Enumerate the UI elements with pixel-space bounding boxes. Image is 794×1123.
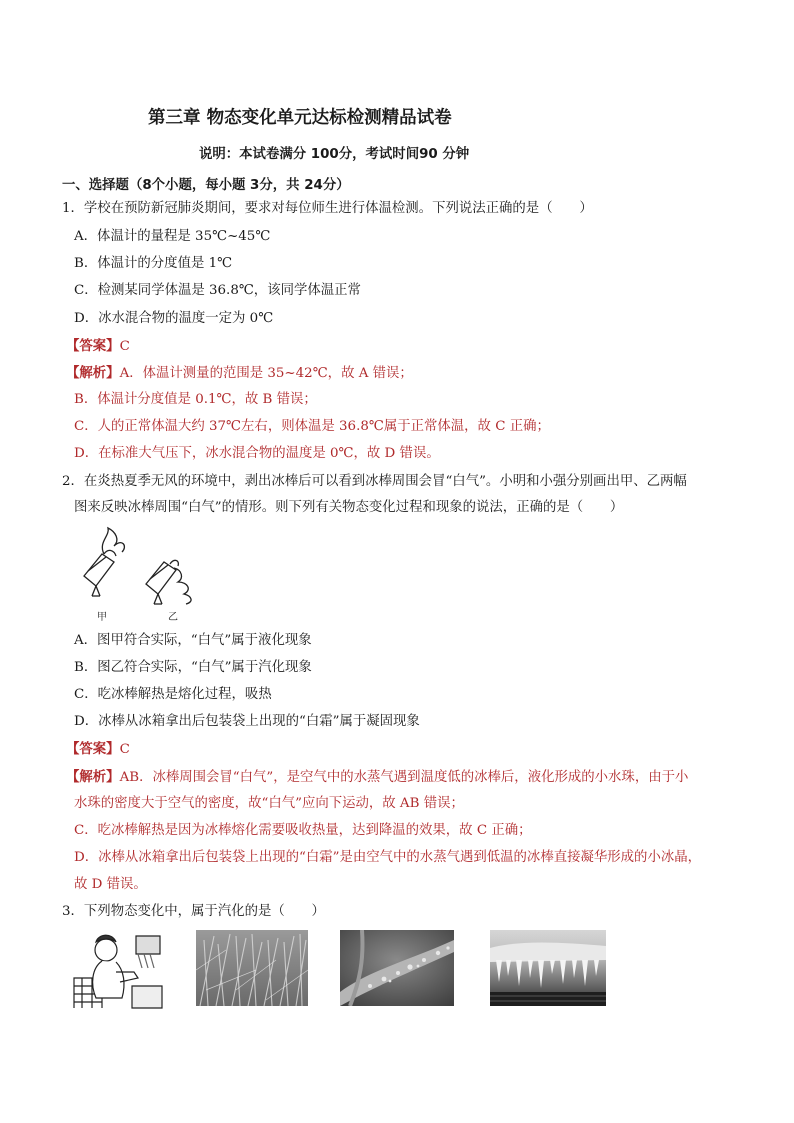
q2-option-a: A．图甲符合实际，“白气”属于液化现象 <box>74 633 312 648</box>
q1-option-c: C．检测某同学体温是 36.8℃，该同学体温正常 <box>74 283 361 298</box>
q3-stem: 3．下列物态变化中，属于汽化的是（ ） <box>62 904 325 919</box>
popsicle-figure <box>74 524 214 616</box>
answer-tag: 【答案】 <box>66 338 120 354</box>
analysis-tag: 【解析】 <box>66 769 120 785</box>
q2-stem-line-2: 图来反映冰棒周围“白气”的情形。则下列有关物态变化过程和现象的说法，正确的是（ ） <box>74 500 624 515</box>
icicle-photo <box>490 930 606 1006</box>
q2-analysis-d-cont: 故 D 错误。 <box>74 877 147 892</box>
q1-option-d: D．冰水混合物的温度一定为 0℃ <box>74 311 274 326</box>
q2-analysis-ab: 【解析】AB．冰棒周围会冒“白气”，是空气中的水蒸气遇到温度低的冰棒后，液化形成的小水珠，由于小 <box>66 769 689 785</box>
q2-option-b: B．图乙符合实际，“白气”属于汽化现象 <box>74 660 312 675</box>
q1-analysis-c: C．人的正常体温大约 37℃左右，则体温是 36.8℃属于正常体温，故 C 正确； <box>74 419 550 434</box>
q2-analysis-c: C．吃冰棒解热是因为冰棒熔化需要吸收热量，达到降温的效果，故 C 正确； <box>74 823 532 838</box>
q1-stem: 1．学校在预防新冠肺炎期间，要求对每位师生进行体温检测。下列说法正确的是（ ） <box>62 201 593 216</box>
q2-analysis-ab-cont: 水珠的密度大于空气的密度，故“白气”应向下运动，故 AB 错误； <box>74 796 464 811</box>
answer-value: C <box>119 339 130 354</box>
exam-instructions: 说明：本试卷满分 100分，考试时间90 分钟 <box>199 147 470 162</box>
q1-analysis-b: B．体温计分度值是 0.1℃，故 B 错误； <box>74 392 317 407</box>
frost-grass-photo <box>196 930 308 1006</box>
answer-value: C <box>119 742 130 757</box>
popsicle-steam-down-icon <box>146 560 191 604</box>
q2-stem-line-1: 2．在炎热夏季无风的环境中，剥出冰棒后可以看到冰棒周围会冒“白气”。小明和小强分别画出甲、乙两幅 <box>62 474 687 489</box>
q2-option-d: D．冰棒从冰箱拿出后包装袋上出现的“白霜”属于凝固现象 <box>74 714 420 729</box>
q1-answer <box>66 337 130 356</box>
q1-option-b: B．体温计的分度值是 1℃ <box>74 256 233 271</box>
dew-leaf-photo <box>340 930 454 1006</box>
q2-analysis-d: D．冰棒从冰箱拿出后包装袋上出现的“白霜”是由空气中的水蒸气遇到低温的冰棒直接凝华形成的小冰晶， <box>74 850 702 865</box>
q2-option-c: C．吃冰棒解热是熔化过程，吸热 <box>74 687 272 702</box>
answer-tag: 【答案】 <box>66 741 120 757</box>
hand-dryer-photo <box>72 928 164 1010</box>
analysis-tag: 【解析】 <box>66 365 120 381</box>
q1-analysis-d: D．在标准大气压下，冰水混合物的温度是 0℃，故 D 错误。 <box>74 446 440 461</box>
figure-label-jia: 甲 <box>97 612 107 623</box>
q1-option-a: A．体温计的量程是 35℃~45℃ <box>74 229 271 244</box>
q1-analysis-a: 【解析】A．体温计测量的范围是 35~42℃，故 A 错误； <box>66 365 413 381</box>
page-title: 第三章 物态变化单元达标检测精品试卷 <box>148 108 452 128</box>
figure-label-yi: 乙 <box>168 612 178 623</box>
section-heading: 一、选择题（8个小题，每小题 3分，共 24分） <box>62 178 350 193</box>
popsicle-steam-up-icon <box>84 528 124 596</box>
q2-answer <box>66 740 130 759</box>
